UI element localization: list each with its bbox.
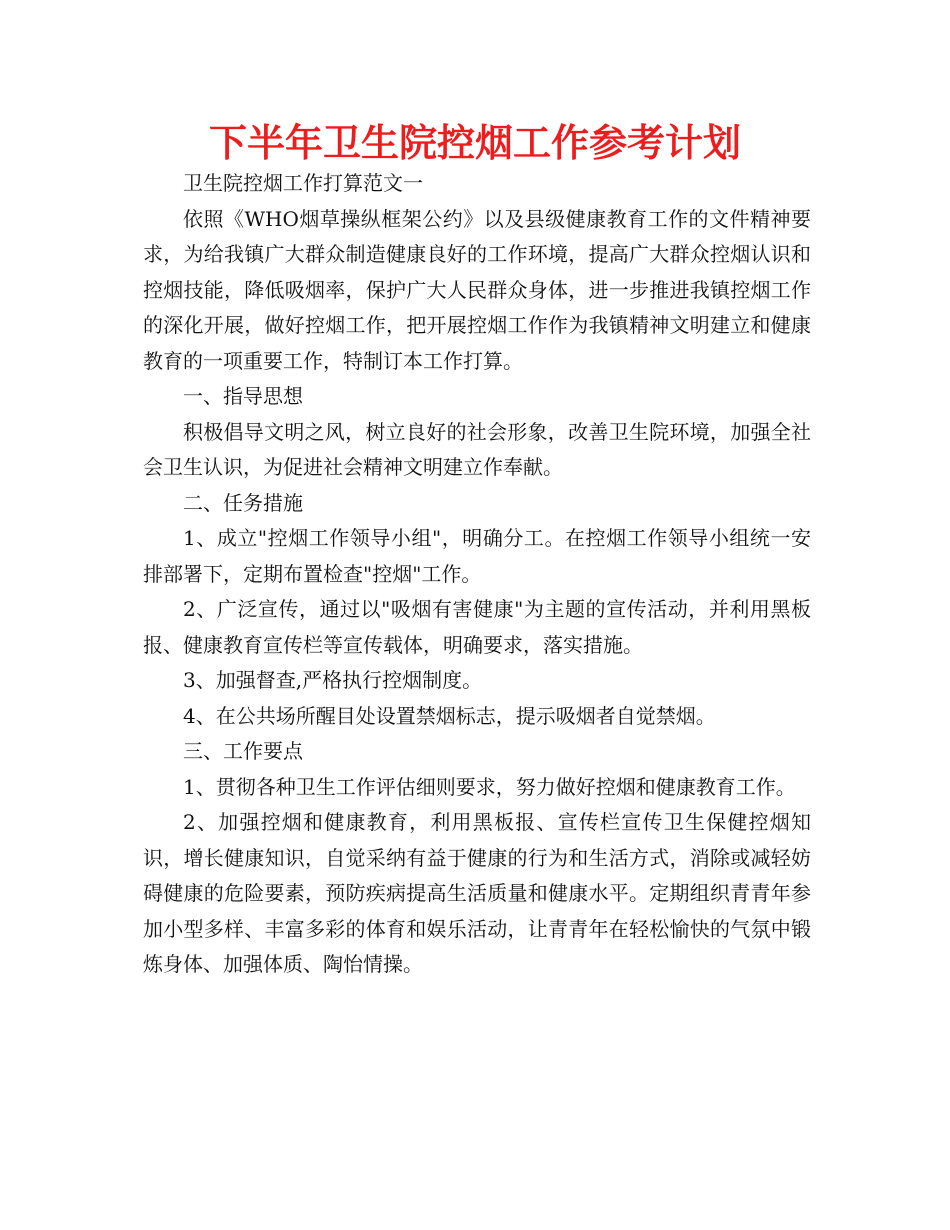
paragraph-point-2: 2、加强控烟和健康教育，利用黑板报、宣传栏宣传卫生保健控烟知识，增长健康知识，自觉采纳有益于健康的行为和生活方式，消除或减轻妨碍健康的危险要素，预防疾病提高生活质量和健康水平。定期组织青青年参加小型多样、丰富多彩的体育和娱乐活动，让青青年在轻松愉快的气氛中锻炼身体、加强体质、陶怡情操。 bbox=[143, 810, 811, 976]
document-title: 下半年卫生院控烟工作参考计划 bbox=[208, 121, 741, 165]
document-body bbox=[143, 166, 811, 983]
paragraph-guiding-ideology: 积极倡导文明之风，树立良好的社会形象，改善卫生院环境，加强全社会卫生认识，为促进社会精神文明建立作奉献。 bbox=[143, 419, 811, 479]
paragraph-task-2: 2、广泛宣传，通过以"吸烟有害健康"为主题的宣传活动，并利用黑板报、健康教育宣传栏等宣传载体，明确要求，落实措施。 bbox=[143, 597, 811, 657]
section-heading-guiding-ideology: 一、指导思想 bbox=[183, 384, 303, 408]
paragraph-task-4: 4、在公共场所醒目处设置禁烟标志，提示吸烟者自觉禁烟。 bbox=[183, 703, 716, 728]
section-heading-work-points: 三、工作要点 bbox=[183, 739, 303, 763]
section-heading-tasks-measures: 二、任务措施 bbox=[183, 490, 303, 515]
paragraph-task-1: 1、成立"控烟工作领导小组"，明确分工。在控烟工作领导小组统一安排部署下，定期布置检查"控烟"工作。 bbox=[143, 526, 811, 586]
paragraph-intro: 依照《WHO烟草操纵框架公约》以及县级健康教育工作的文件精神要求，为给我镇广大群众制造健康良好的工作环境，提高广大群众控烟认识和控烟技能，降低吸烟率，保护广大人民群众身体，进一步推进我镇控烟工作的深化开展，做好控烟工作，把开展控烟工作作为我镇精神文明建立和健康教育的一项重要工作，特制订本工作打算。 bbox=[143, 206, 811, 373]
paragraph-task-3: 3、加强督查,严格执行控烟制度。 bbox=[183, 668, 483, 692]
paragraph-subtitle: 卫生院控烟工作打算范文一 bbox=[183, 171, 423, 195]
paragraph-point-1: 1、贯彻各种卫生工作评估细则要求，努力做好控烟和健康教育工作。 bbox=[183, 774, 796, 799]
